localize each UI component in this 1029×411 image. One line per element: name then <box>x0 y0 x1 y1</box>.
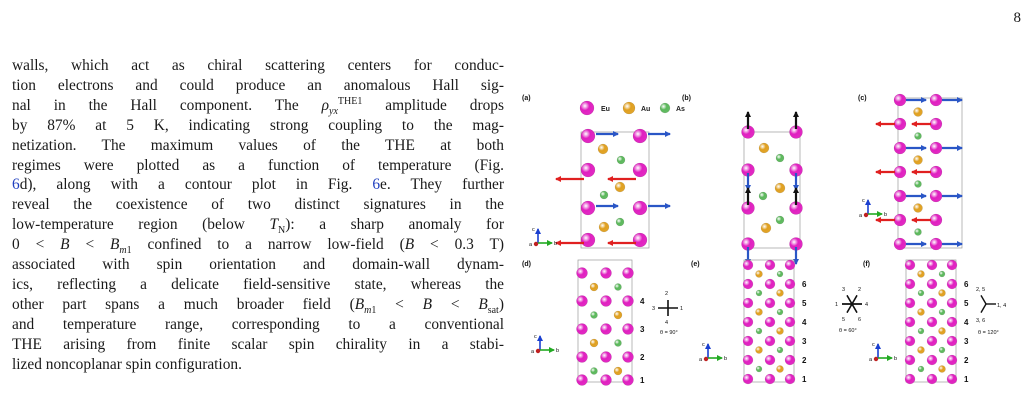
star-e-label-5: 5 <box>842 317 846 323</box>
as-atom <box>591 312 598 319</box>
star-d-label-3: 3 <box>652 306 656 312</box>
eu-atom <box>930 94 942 106</box>
eu-atom <box>785 336 795 346</box>
axes-c-a-axis-dot <box>864 213 868 217</box>
as-atom <box>939 309 945 315</box>
eu-atom <box>930 142 942 154</box>
figure-reference-link[interactable]: 6 <box>372 176 381 194</box>
eu-atom <box>743 298 753 308</box>
au-atom <box>939 366 946 373</box>
star-f-label-25: 2, 5 <box>976 287 986 293</box>
eu-atom <box>927 317 937 327</box>
eu-atom <box>601 352 612 363</box>
layer-number-f: 4 <box>964 318 969 327</box>
figure-reference-link[interactable]: 6 <box>12 176 20 194</box>
legend-eu-label: Eu <box>601 106 610 113</box>
eu-atom <box>623 352 634 363</box>
angle-label-e: θ = 60° <box>839 328 857 334</box>
eu-atom <box>577 324 588 335</box>
as-atom <box>918 328 924 334</box>
eu-atom <box>947 355 957 365</box>
panel-label-c: (c) <box>858 95 867 102</box>
eu-atom <box>633 163 647 177</box>
star-f-label-14: 1, 4 <box>997 303 1007 309</box>
axis-label-a: a <box>699 357 703 363</box>
layer-number-e: 6 <box>802 280 807 289</box>
text-line: netization. The maximum values of the THE at both <box>12 136 504 154</box>
eu-atom <box>905 279 915 289</box>
angle-label-f: θ = 120° <box>978 330 999 336</box>
as-atom <box>591 368 598 375</box>
star-e-label-2: 2 <box>858 287 862 293</box>
eu-atom <box>927 336 937 346</box>
eu-atom <box>765 374 775 384</box>
layer-number-d: 1 <box>640 376 645 385</box>
eu-atom <box>623 375 634 386</box>
page-number: 8 <box>1013 10 1021 26</box>
eu-atom <box>785 355 795 365</box>
eu-atom <box>765 279 775 289</box>
star-e-label-4: 4 <box>865 302 869 308</box>
as-atom <box>915 229 922 236</box>
star-f-line <box>981 295 986 304</box>
star-e-label-1: 1 <box>835 302 839 308</box>
eu-atom <box>947 298 957 308</box>
eu-atom <box>905 336 915 346</box>
text-line: other part spans a much broader field $(B_{m1} < B < B_{sat})$ <box>12 295 504 316</box>
axes-a-a-axis-dot <box>534 242 538 246</box>
eu-atom <box>765 336 775 346</box>
text-line: nal in the Hall component. The $\rho_{yx}^{THE1}$ amplitude drops <box>12 95 504 117</box>
au-atom <box>614 367 622 375</box>
star-e-label-6: 6 <box>858 317 862 323</box>
au-atom <box>914 156 923 165</box>
eu-atom <box>601 268 612 279</box>
layer-number-d: 4 <box>640 297 645 306</box>
as-atom <box>939 347 945 353</box>
au-atom <box>918 347 925 354</box>
eu-atom <box>577 352 588 363</box>
figure-canvas <box>508 88 1008 388</box>
axis-label-c: c <box>532 227 535 233</box>
layer-number-d: 2 <box>640 353 645 362</box>
eu-atom <box>581 129 595 143</box>
layer-number-f: 1 <box>964 375 969 384</box>
eu-atom <box>623 324 634 335</box>
panel-label-f: (f) <box>863 261 870 268</box>
axes-f-a-axis-dot <box>874 357 878 361</box>
as-atom <box>616 218 624 226</box>
text-line: THE arising from finite scalar spin chirality in a stabi- <box>12 335 504 353</box>
layer-number-e: 1 <box>802 375 807 384</box>
angle-label-d: θ = 90° <box>660 330 678 336</box>
au-atom <box>614 311 622 319</box>
layer-number-f: 6 <box>964 280 969 289</box>
eu-atom <box>765 298 775 308</box>
axes-d-a-axis-dot <box>536 349 540 353</box>
au-atom <box>939 290 946 297</box>
as-atom <box>617 156 625 164</box>
eu-atom <box>765 260 775 270</box>
as-atom <box>939 271 945 277</box>
eu-atom <box>930 214 942 226</box>
axis-label-b: b <box>556 348 560 354</box>
eu-atom <box>743 260 753 270</box>
layer-number-e: 2 <box>802 356 807 365</box>
layer-number-f: 5 <box>964 299 969 308</box>
au-atom <box>775 183 785 193</box>
as-atom <box>777 271 783 277</box>
eu-atom <box>927 260 937 270</box>
as-atom <box>756 328 762 334</box>
eu-atom <box>601 324 612 335</box>
axis-label-c: c <box>702 342 705 348</box>
eu-atom <box>601 375 612 386</box>
panel-label-b: (b) <box>682 95 691 102</box>
eu-atom <box>930 118 942 130</box>
legend-as-atom <box>660 103 670 113</box>
eu-atom <box>894 142 906 154</box>
as-atom <box>776 154 784 162</box>
as-atom <box>615 284 622 291</box>
legend-eu-atom <box>580 101 594 115</box>
eu-atom <box>581 233 595 247</box>
eu-atom <box>947 279 957 289</box>
unit-cell-a <box>581 132 649 248</box>
axis-label-a: a <box>531 349 535 355</box>
au-atom <box>918 309 925 316</box>
eu-atom <box>905 374 915 384</box>
eu-atom <box>894 118 906 130</box>
au-atom <box>777 366 784 373</box>
as-atom <box>915 181 922 188</box>
au-atom <box>756 309 763 316</box>
body-paragraph <box>12 56 504 375</box>
eu-atom <box>633 201 647 215</box>
eu-atom <box>905 317 915 327</box>
eu-atom <box>785 298 795 308</box>
axis-label-b: b <box>724 356 728 362</box>
eu-atom <box>785 374 795 384</box>
eu-atom <box>765 317 775 327</box>
text-line: low-temperature region (below $T_N$): a sharp anomaly for <box>12 216 504 237</box>
eu-atom <box>927 279 937 289</box>
axis-label-b: b <box>884 212 888 218</box>
eu-atom <box>927 298 937 308</box>
eu-atom <box>633 233 647 247</box>
text-line: by 87% at 5 K, indicating strong coupling to the mag- <box>12 116 504 134</box>
as-atom <box>918 290 924 296</box>
as-atom <box>756 366 762 372</box>
eu-atom <box>930 238 942 250</box>
au-atom <box>756 347 763 354</box>
as-atom <box>776 216 784 224</box>
au-atom <box>615 182 625 192</box>
text-line: lized noncoplanar spin configuration. <box>12 355 242 373</box>
eu-atom <box>894 190 906 202</box>
layer-number-e: 5 <box>802 299 807 308</box>
au-atom <box>777 328 784 335</box>
text-line: walls, which act as chiral scattering centers for conduc- <box>12 57 504 74</box>
as-atom <box>600 191 608 199</box>
eu-atom <box>894 238 906 250</box>
axis-label-a: a <box>869 357 873 363</box>
as-atom <box>915 133 922 140</box>
layer-number-f: 3 <box>964 337 969 346</box>
eu-atom <box>785 317 795 327</box>
eu-atom <box>633 129 647 143</box>
axis-label-c: c <box>534 334 537 340</box>
axis-label-a: a <box>529 242 533 248</box>
as-atom <box>777 309 783 315</box>
eu-atom <box>743 355 753 365</box>
au-atom <box>759 143 769 153</box>
au-atom <box>918 271 925 278</box>
as-atom <box>759 192 767 200</box>
eu-atom <box>947 317 957 327</box>
text-line: regimes were plotted as a function of temperature (Fig. <box>12 156 504 174</box>
layer-number-f: 2 <box>964 356 969 365</box>
as-atom <box>777 347 783 353</box>
eu-atom <box>581 163 595 177</box>
au-atom <box>777 290 784 297</box>
eu-atom <box>743 279 753 289</box>
panel-label-d: (d) <box>522 261 531 268</box>
axis-label-b: b <box>894 356 898 362</box>
star-d-label-4: 4 <box>665 320 669 326</box>
axis-label-b: b <box>554 241 558 247</box>
au-atom <box>598 144 608 154</box>
eu-atom <box>894 214 906 226</box>
legend-au-atom <box>623 102 635 114</box>
eu-atom <box>581 201 595 215</box>
au-atom <box>939 328 946 335</box>
eu-atom <box>743 374 753 384</box>
eu-atom <box>577 375 588 386</box>
text-line: 6d), along with a contour plot in Fig. 6e. They further <box>12 176 504 194</box>
eu-atom <box>623 268 634 279</box>
panel-label-a: (a) <box>522 95 531 102</box>
eu-atom <box>930 190 942 202</box>
crystal-structure-figure <box>508 88 1008 388</box>
eu-atom <box>601 296 612 307</box>
eu-atom <box>765 355 775 365</box>
eu-atom <box>894 94 906 106</box>
legend-au-label: Au <box>641 106 651 113</box>
unit-cell-b <box>744 132 800 248</box>
au-atom <box>914 108 923 117</box>
eu-atom <box>930 166 942 178</box>
text-line: ics, reflecting a delicate field-sensitive state, whereas the <box>12 275 504 293</box>
star-f-line <box>981 304 986 313</box>
legend-as-label: As <box>676 106 685 113</box>
text-line: reveal the coexistence of two distinct signatures in the <box>12 196 504 214</box>
layer-number-d: 3 <box>640 325 645 334</box>
au-atom <box>590 339 598 347</box>
au-atom <box>599 222 609 232</box>
as-atom <box>615 340 622 347</box>
star-e-label-3: 3 <box>842 287 846 293</box>
au-atom <box>761 223 771 233</box>
layer-number-e: 4 <box>802 318 807 327</box>
eu-atom <box>577 296 588 307</box>
axis-label-c: c <box>862 198 865 204</box>
eu-atom <box>785 260 795 270</box>
eu-atom <box>894 166 906 178</box>
axis-label-c: c <box>872 342 875 348</box>
au-atom <box>590 283 598 291</box>
eu-atom <box>905 298 915 308</box>
axis-label-a: a <box>859 213 863 219</box>
eu-atom <box>623 296 634 307</box>
eu-atom <box>785 279 795 289</box>
star-d-label-2: 2 <box>665 291 669 297</box>
eu-atom <box>905 260 915 270</box>
text-line: $0 < B < B_{m1}$ confined to a narrow low-field (B < 0.3 T) <box>12 236 504 257</box>
eu-atom <box>927 355 937 365</box>
eu-atom <box>947 336 957 346</box>
eu-atom <box>947 260 957 270</box>
eu-atom <box>743 336 753 346</box>
au-atom <box>756 271 763 278</box>
text-line: tion electrons and could produce an anomalous Hall sig- <box>12 76 504 94</box>
text-line: and temperature range, corresponding to a conventional <box>12 315 504 333</box>
as-atom <box>918 366 924 372</box>
eu-atom <box>905 355 915 365</box>
eu-atom <box>743 317 753 327</box>
text-line: associated with spin orientation and domain-wall dynam- <box>12 256 504 274</box>
star-d-label-1: 1 <box>680 306 684 312</box>
star-f-label-36: 3, 6 <box>976 318 986 324</box>
as-atom <box>756 290 762 296</box>
eu-atom <box>927 374 937 384</box>
panel-label-e: (e) <box>691 261 700 268</box>
axes-e-a-axis-dot <box>704 357 708 361</box>
eu-atom <box>577 268 588 279</box>
au-atom <box>914 204 923 213</box>
eu-atom <box>947 374 957 384</box>
layer-number-e: 3 <box>802 337 807 346</box>
